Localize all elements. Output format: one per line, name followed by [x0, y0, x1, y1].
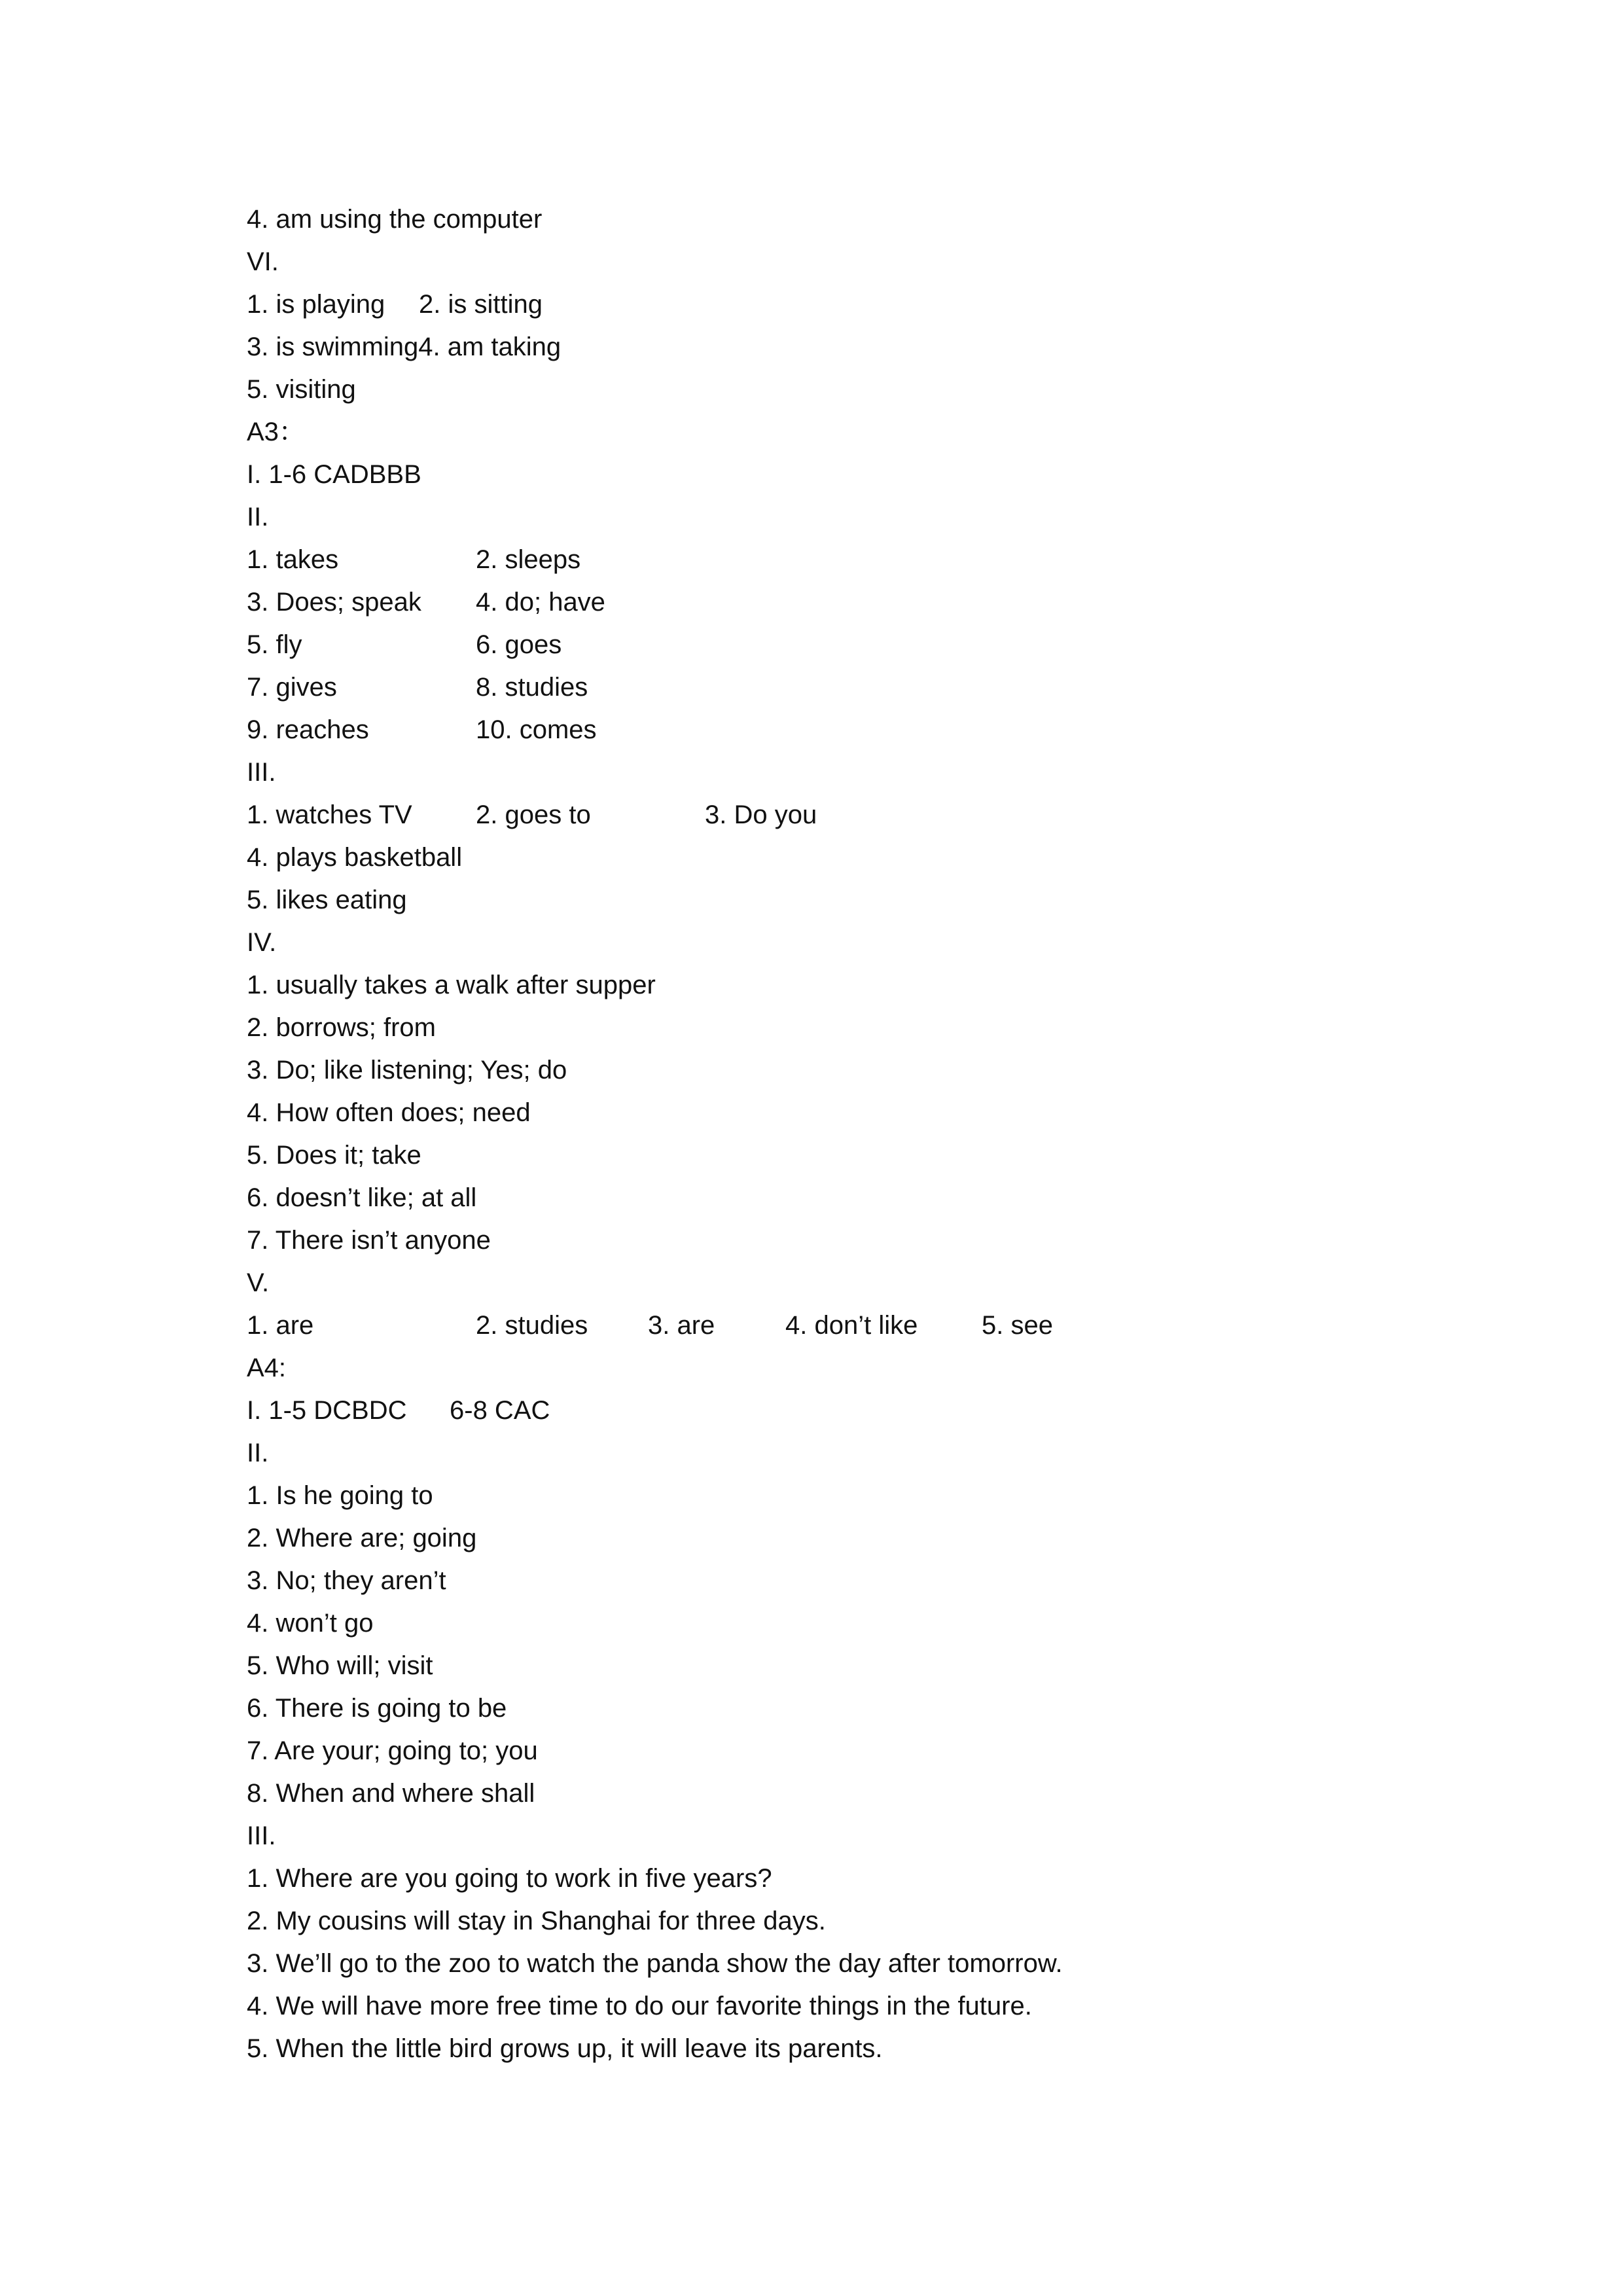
- line-text: III.: [247, 1821, 276, 1850]
- line-text-col-2: 2. studies: [476, 1311, 588, 1340]
- line-text-col-2: 2. sleeps: [476, 545, 581, 574]
- line-text: II.: [247, 1439, 269, 1467]
- line-text: 3. No; they aren’t: [247, 1566, 446, 1595]
- line-text: 1. Is he going to: [247, 1481, 433, 1510]
- line-text: III.: [247, 758, 276, 787]
- line-text: 4. How often does; need: [247, 1098, 531, 1127]
- line-text: 3. is swimming4. am taking: [247, 332, 562, 361]
- line-text: 3. Do; like listening; Yes; do: [247, 1056, 567, 1085]
- line-text: A3：: [247, 418, 305, 446]
- line-text-col-2: 4. do; have: [476, 588, 605, 617]
- line-text: 3. We’ll go to the zoo to watch the panda show the day after tomorrow.: [247, 1949, 1063, 1978]
- line-text: 1. are: [247, 1311, 314, 1340]
- line-text: A4:: [247, 1354, 287, 1382]
- line-text-col-5: 5. see: [982, 1311, 1053, 1340]
- line-text: 1. is playing: [247, 290, 385, 319]
- line-text: 7. There isn’t anyone: [247, 1226, 491, 1255]
- line-text: 2. borrows; from: [247, 1013, 436, 1042]
- line-text: 3. Does; speak: [247, 588, 421, 617]
- line-text: II.: [247, 503, 269, 531]
- line-text: 1. Where are you going to work in five years?: [247, 1864, 772, 1893]
- line-text: 2. My cousins will stay in Shanghai for three days.: [247, 1907, 826, 1935]
- line-text: 4. plays basketball: [247, 843, 463, 872]
- line-text: 9. reaches: [247, 715, 369, 744]
- line-text: 1. takes: [247, 545, 339, 574]
- line-text: V.: [247, 1268, 270, 1297]
- line-text: I. 1-5 DCBDC: [247, 1396, 407, 1425]
- line-text: 4. We will have more free time to do our favorite things in the future.: [247, 1992, 1032, 2020]
- line-text-col-4: 4. don’t like: [785, 1311, 918, 1340]
- line-text: 8. When and where shall: [247, 1779, 535, 1808]
- line-text: 5. fly: [247, 630, 302, 659]
- line-text: 5. Does it; take: [247, 1141, 421, 1170]
- line-text: I. 1-6 CADBBB: [247, 460, 421, 489]
- line-text: 5. visiting: [247, 375, 356, 404]
- line-text-col-3: 3. Do you: [705, 800, 817, 829]
- line-text: 7. gives: [247, 673, 337, 702]
- line-text: 1. watches TV: [247, 800, 412, 829]
- line-text: 5. When the little bird grows up, it will leave its parents.: [247, 2034, 883, 2063]
- line-text: 1. usually takes a walk after supper: [247, 971, 656, 999]
- line-text: IV.: [247, 928, 277, 957]
- line-text: 5. likes eating: [247, 886, 407, 914]
- line-text: 4. won’t go: [247, 1609, 374, 1638]
- line-text: 2. Where are; going: [247, 1524, 477, 1552]
- line-text-col-2: 6-8 CAC: [450, 1396, 550, 1425]
- line-text: 7. Are your; going to; you: [247, 1736, 538, 1765]
- line-text: 5. Who will; visit: [247, 1651, 433, 1680]
- line-text-col-2: 2. goes to: [476, 800, 591, 829]
- line-text-col-3: 3. are: [648, 1311, 715, 1340]
- line-text: 4. am using the computer: [247, 205, 543, 234]
- line-text-col-2: 6. goes: [476, 630, 562, 659]
- line-text: VI.: [247, 247, 279, 276]
- line-text-col-2: 10. comes: [476, 715, 597, 744]
- line-text: 6. doesn’t like; at all: [247, 1183, 477, 1212]
- line-text: 6. There is going to be: [247, 1694, 507, 1723]
- line-text-col-2: 2. is sitting: [419, 290, 543, 319]
- line-text-col-2: 8. studies: [476, 673, 588, 702]
